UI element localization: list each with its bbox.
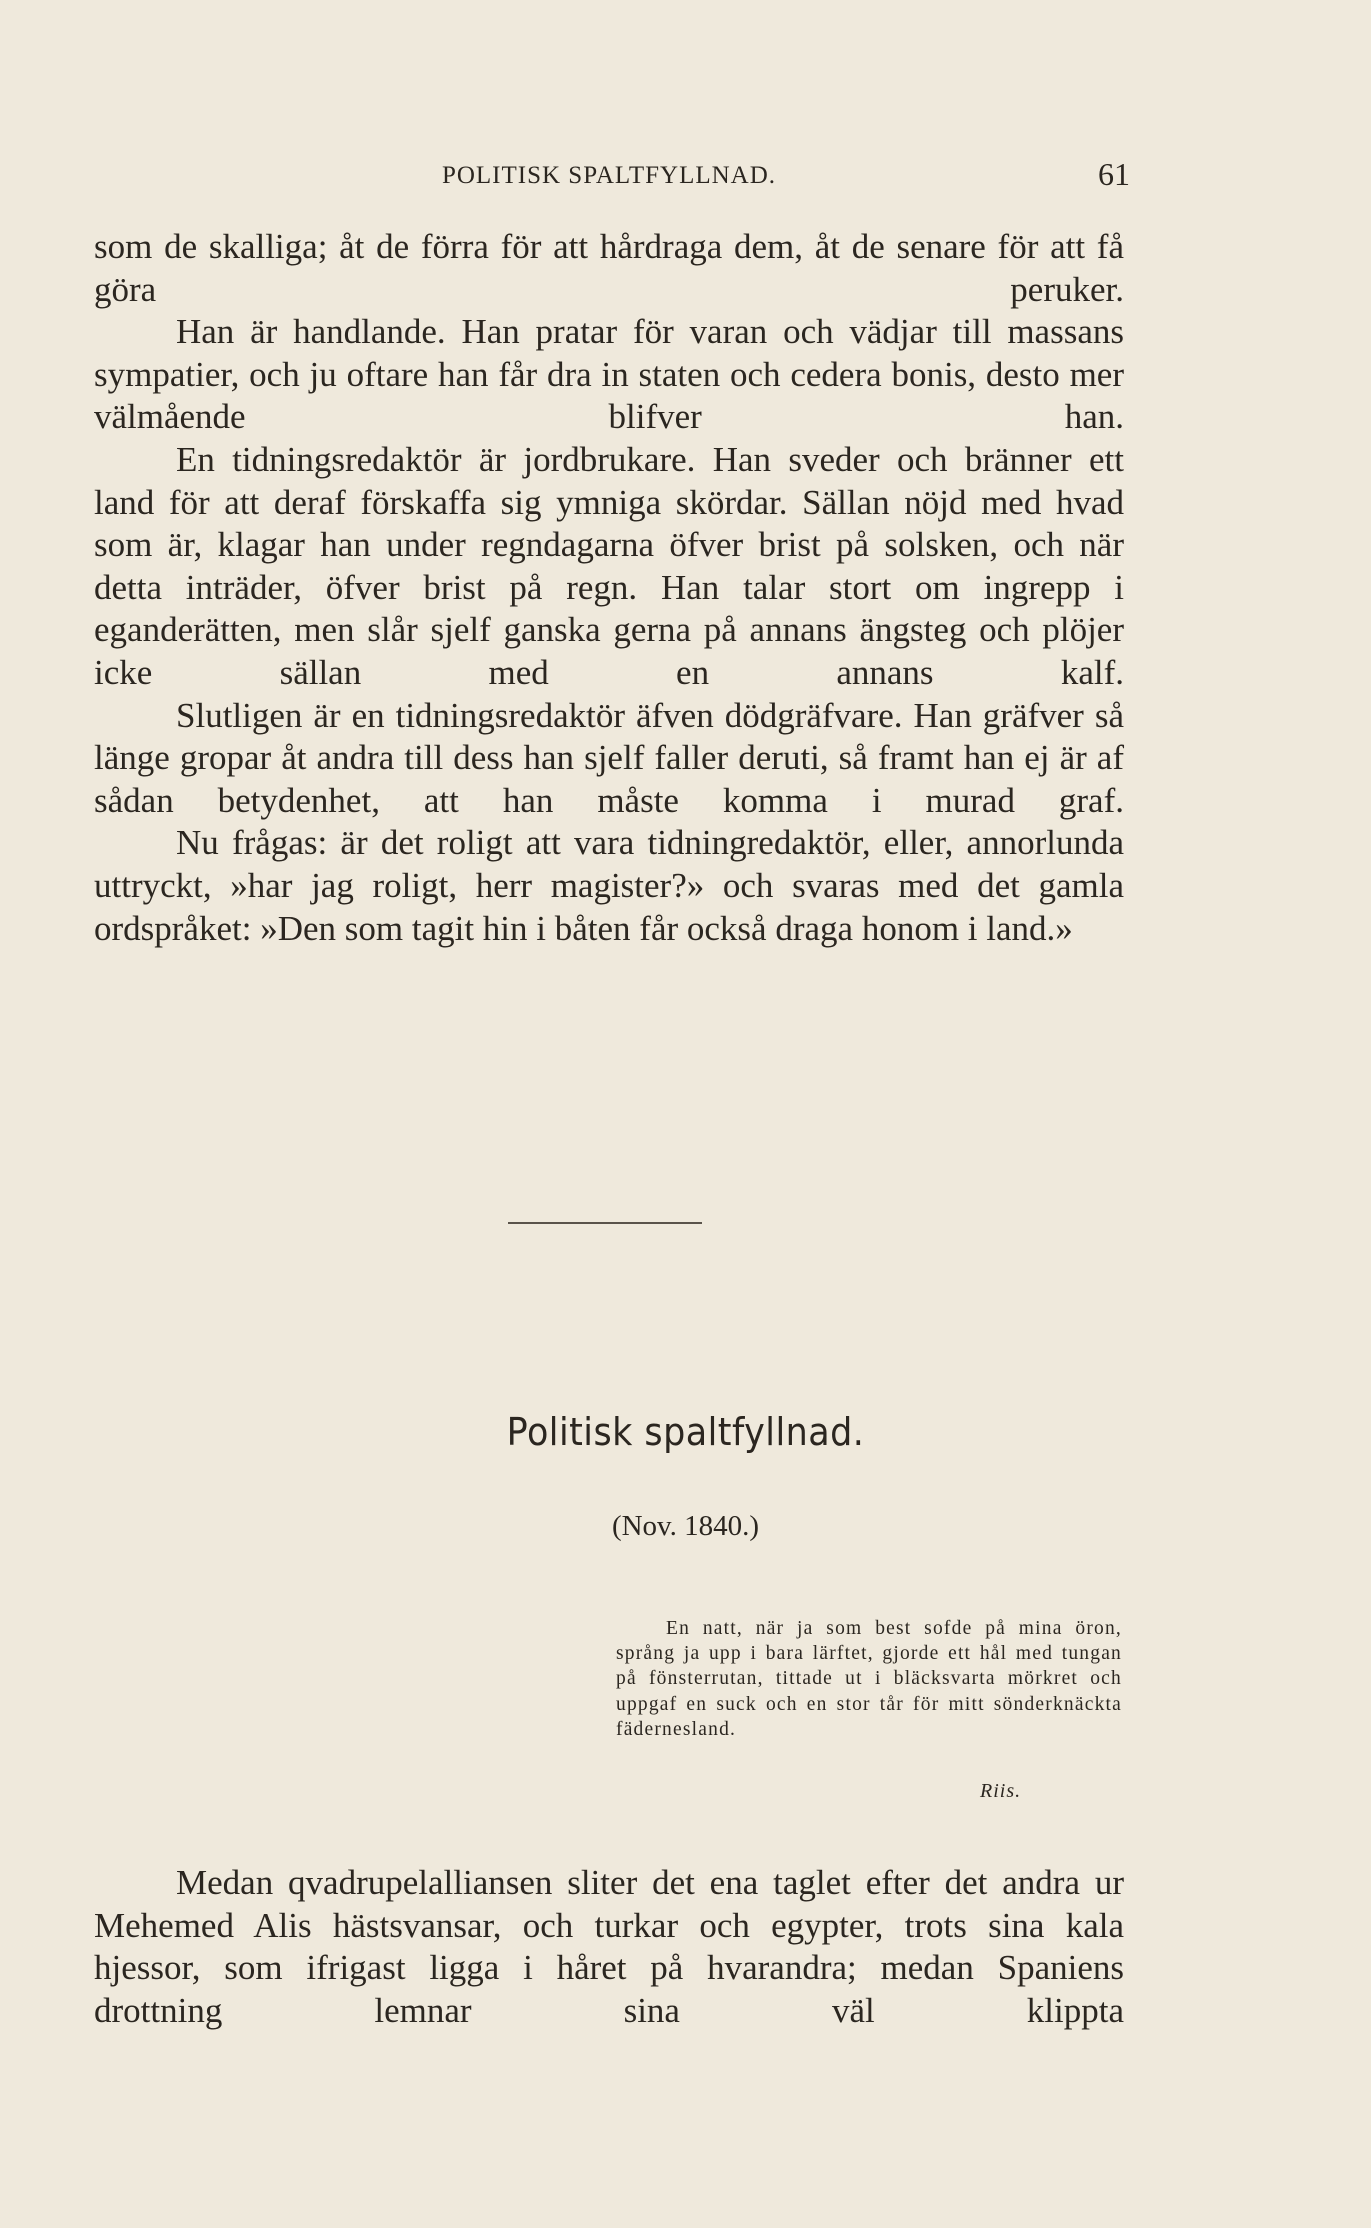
paragraph: Medan qvadrupelalliansen sliter det ena taglet efter det andra ur Mehemed Alis hästsvansar, och turkar och egypter, trots sina kala hjessor, som ifrigast ligga i håret på hvarandra; medan Spaniens drottning lemnar sina väl klippta bbox=[94, 1863, 1124, 2030]
epigraph bbox=[616, 1616, 1122, 1742]
running-title: POLITISK SPALTFYLLNAD. bbox=[441, 162, 777, 189]
epigraph-attribution: Riis. bbox=[980, 1780, 1022, 1802]
page-number: 61 bbox=[1098, 156, 1130, 192]
paragraph: En tidningsredaktör är jordbrukare. Han sveder och bränner ett land för att deraf förskaffa sig ymniga skördar. Sällan nöjd med hvad som är, klagar han under regndagarna öfver brist på solsken, och när detta inträder, öfver brist på regn. Han talar stort om ingrepp i eganderätten, men slår sjelf ganska gerna på annans ängsteg och plöjer icke sällan med en annans kalf. bbox=[94, 439, 1124, 692]
section-body bbox=[94, 1862, 1124, 2032]
paragraph: Han är handlande. Han pratar för varan och vädjar till massans sympatier, och ju oftare han får dra in staten och cedera bonis, desto mer välmående blifver han. bbox=[94, 312, 1124, 437]
section-divider bbox=[508, 1222, 702, 1224]
section-date: (Nov. 1840.) bbox=[611, 1510, 760, 1542]
paragraph: som de skalliga; åt de förra för att hårdraga dem, åt de senare för att få göra peruker. bbox=[94, 227, 1124, 309]
chapter-continuation bbox=[94, 226, 1124, 950]
paragraph: Nu frågas: är det roligt att vara tidningredaktör, eller, annorlunda uttryckt, »har jag roligt, herr magister?» och svaras med det gamla ordspråket: »Den som tagit hin i båten får också draga honom i land.» bbox=[94, 823, 1124, 948]
section-title: Politisk spaltfyllnad. bbox=[506, 1410, 865, 1454]
running-head bbox=[94, 156, 1130, 202]
paragraph: Slutligen är en tidningsredaktör äfven dödgräfvare. Han gräfver så länge gropar åt andra till dess han sjelf faller deruti, så framt han ej är af sådan betydenhet, att han måste komma i murad graf. bbox=[94, 695, 1124, 820]
epigraph-text: En natt, när ja som best sofde på mina öron, språng ja upp i bara lärftet, gjorde ett hål med tungan på fönsterrutan, tittade ut i bläcksvarta mörkret och uppgaf en suck och en stor tår för mitt sönderknäckta fädernesland. bbox=[616, 1618, 1122, 1740]
